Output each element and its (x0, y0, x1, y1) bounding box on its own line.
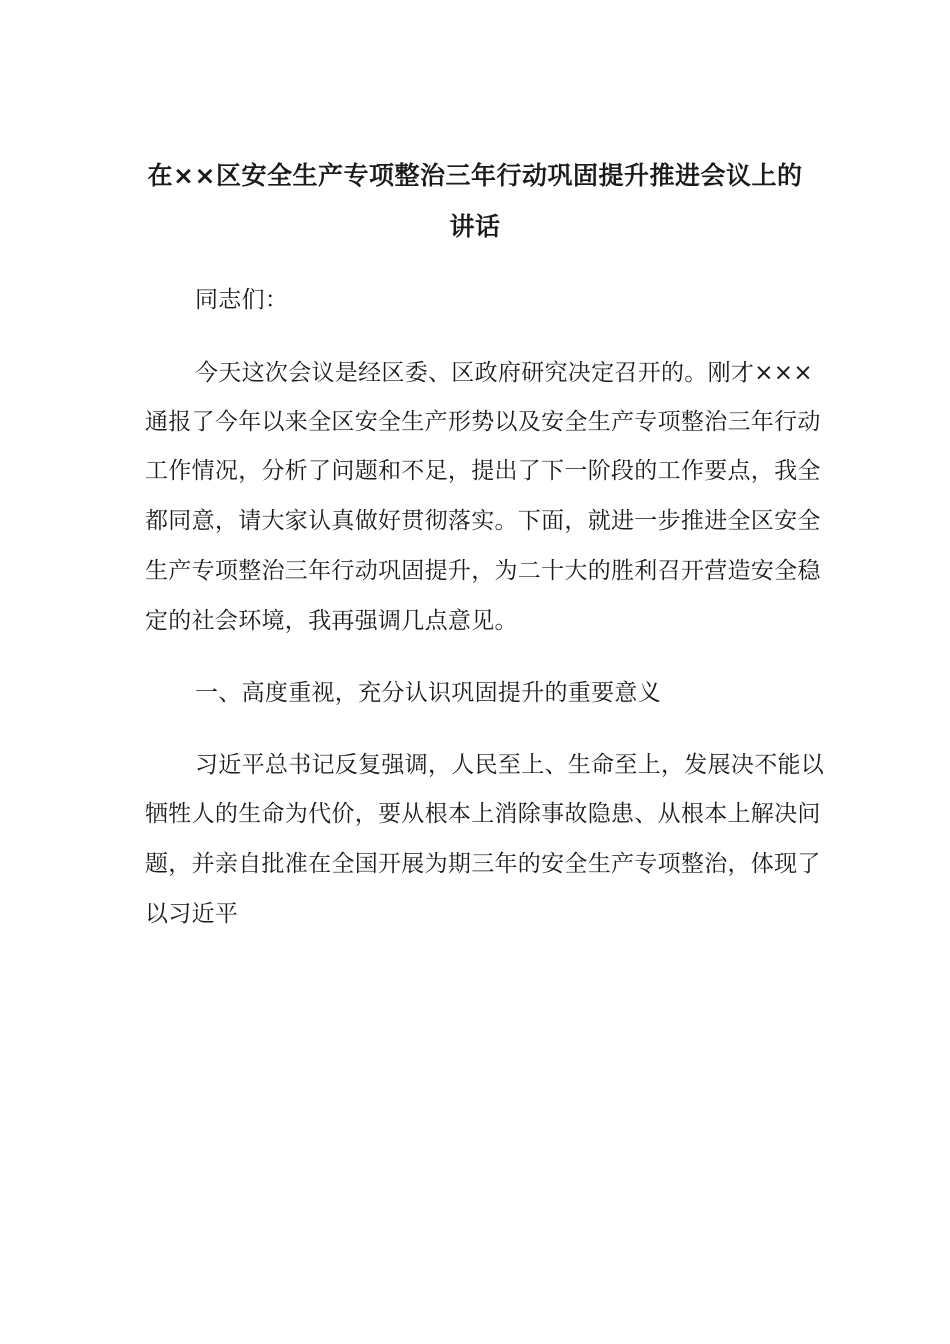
paragraph-1-line: 都同意，请大家认真做好贯彻落实。下面，就进一步推进全区安全 (145, 508, 821, 534)
paragraph-2-line: 习近平总书记反复强调，人民至上、生命至上，发展决不能以 (195, 752, 825, 778)
paragraph-2-line: 题，并亲自批准在全国开展为期三年的安全生产专项整治，体现了 (145, 851, 821, 877)
paragraph-2-line: 牺牲人的生命为代价，要从根本上消除事故隐患、从根本上解决问 (145, 801, 821, 827)
paragraph-1-line: 今天这次会议是经区委、区政府研究决定召开的。刚才××× (195, 360, 813, 386)
paragraph-1-line: 工作情况，分析了问题和不足，提出了下一阶段的工作要点，我全 (145, 458, 821, 484)
paragraph-1-line: 生产专项整治三年行动巩固提升，为二十大的胜利召开营造安全稳 (145, 558, 821, 584)
document-title-line-1: 在××区安全生产专项整治三年行动巩固提升推进会议上的 (147, 161, 803, 190)
salutation: 同志们： (195, 287, 289, 313)
section-heading-1: 一、高度重视，充分认识巩固提升的重要意义 (195, 680, 661, 706)
paragraph-2-line: 以习近平 (145, 901, 239, 927)
document-title-line-2: 讲话 (449, 212, 501, 241)
paragraph-1-line: 通报了今年以来全区安全生产形势以及安全生产专项整治三年行动 (145, 409, 821, 435)
paragraph-1-line: 定的社会环境，我再强调几点意见。 (145, 608, 518, 634)
